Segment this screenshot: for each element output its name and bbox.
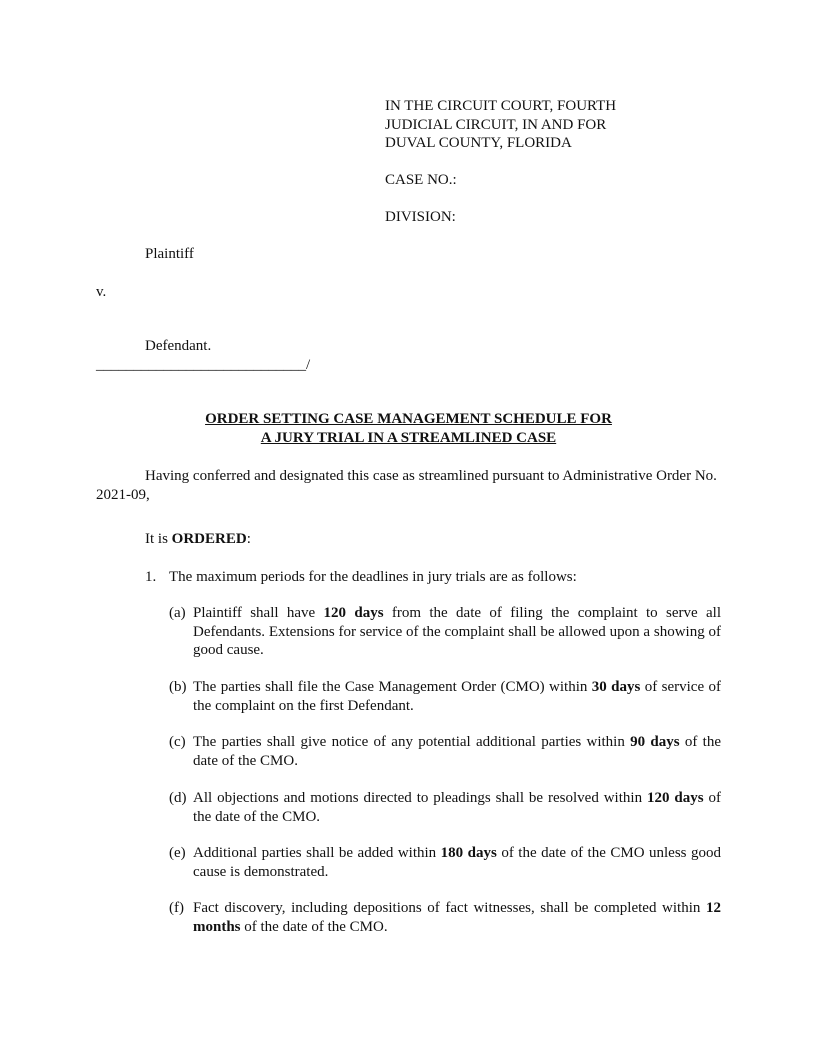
ordered-prefix: It is — [145, 531, 172, 547]
deadline-value: 180 days — [440, 845, 497, 861]
subitem-f — [169, 899, 721, 936]
deadline-value: 120 days — [323, 605, 384, 621]
subitem-text-pre: Plaintiff shall have — [193, 605, 324, 621]
subitem-label: (a) — [169, 605, 186, 621]
order-title-line-2: A JURY TRIAL IN A STREAMLINED CASE — [260, 429, 557, 446]
case-number-label: CASE NO.: — [385, 172, 457, 188]
signature-line: ____________________________/ — [96, 357, 311, 373]
subitem-text-pre: The parties shall file the Case Management Order (CMO) within — [193, 679, 592, 695]
division-label: DIVISION: — [385, 209, 456, 225]
subitem-e — [169, 844, 721, 881]
subitem-body — [193, 604, 721, 660]
subitem-text-post: of the date of the CMO unless good cause is demonstrated. — [193, 845, 721, 880]
subitem-label: (c) — [169, 734, 186, 750]
ordered-suffix: : — [246, 531, 251, 547]
subitem-label: (d) — [169, 790, 187, 806]
subitem-c — [169, 733, 721, 770]
subitem-label: (e) — [169, 845, 186, 861]
subitem-body — [193, 899, 721, 936]
defendant-label: Defendant. — [145, 338, 212, 354]
plaintiff-label: Plaintiff — [145, 246, 194, 262]
ordered-clause — [145, 530, 251, 549]
subitem-text-post: of the date of the CMO. — [193, 790, 722, 825]
subitem-text-post: of service of the complaint on the first Defendant. — [193, 679, 722, 714]
subitem-body — [193, 733, 721, 770]
deadline-value: 90 days — [630, 734, 680, 750]
subitem-body — [193, 844, 721, 881]
versus-label: v. — [96, 284, 107, 300]
order-title — [96, 410, 721, 447]
court-caption — [385, 97, 725, 153]
subitem-body — [193, 789, 721, 826]
subitem-text-pre: All objections and motions directed to pleadings shall be resolved within — [193, 790, 647, 806]
subitem-b — [169, 678, 721, 715]
subitem-text-pre: The parties shall give notice of any potential additional parties within — [193, 734, 631, 750]
subitem-d — [169, 789, 721, 826]
subitem-text-post: from the date of filing the complaint to serve all Defendants. Extensions for service of the complaint shall be allowed upon a showing of good cause. — [193, 605, 721, 658]
ordered-word: ORDERED — [171, 531, 247, 547]
order-title-line-1: ORDER SETTING CASE MANAGEMENT SCHEDULE FOR — [205, 411, 612, 427]
preamble-paragraph: Having conferred and designated this case as streamlined pursuant to Administrative Order No. 2021-09, — [96, 468, 717, 503]
deadline-value: 120 days — [646, 790, 704, 806]
subitem-text-pre: Fact discovery, including depositions of fact witnesses, shall be completed within — [193, 900, 706, 916]
caption-line-1: IN THE CIRCUIT COURT, FOURTH — [385, 98, 617, 114]
item-number: 1. — [145, 569, 157, 585]
subitem-body — [193, 678, 721, 715]
deadline-value: 12 months — [193, 900, 721, 935]
subitem-label: (f) — [169, 900, 184, 916]
subitem-text-pre: Additional parties shall be added within — [193, 845, 441, 861]
subitem-text-post: of the date of the CMO. — [240, 918, 388, 935]
item-text: The maximum periods for the deadlines in jury trials are as follows: — [169, 569, 577, 585]
subitem-text-post: of the date of the CMO. — [193, 734, 721, 769]
subitem-a — [169, 604, 721, 660]
subitem-label: (b) — [169, 679, 187, 695]
caption-line-3: DUVAL COUNTY, FLORIDA — [385, 135, 572, 151]
caption-line-2: JUDICIAL CIRCUIT, IN AND FOR — [385, 116, 607, 133]
deadline-value: 30 days — [591, 679, 641, 695]
